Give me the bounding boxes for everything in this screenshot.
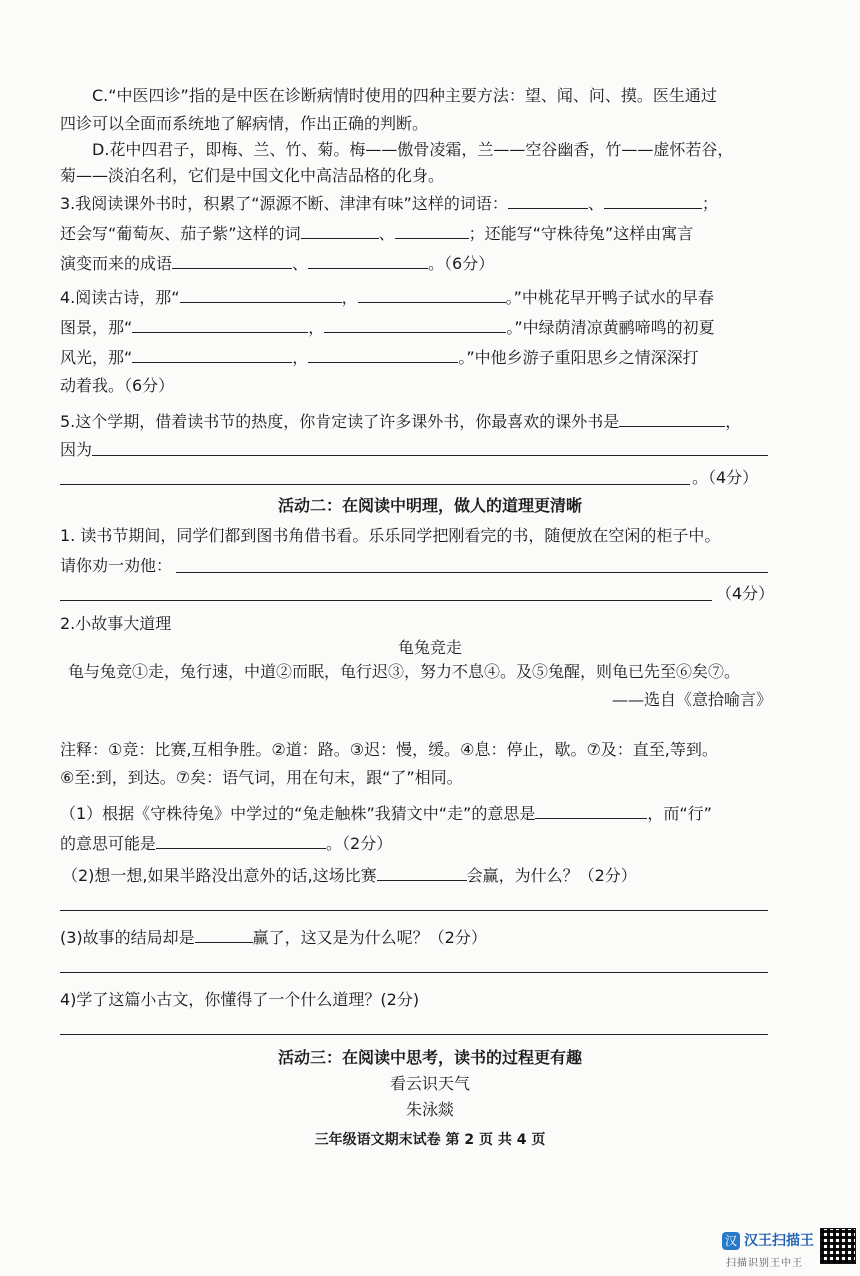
scanner-logo-icon: 汉 [722,1232,740,1250]
question-3-line-2: 还会写“葡萄灰、茄子紫”这样的词 、 ；还能写“守株待兔”这样由寓言 [60,220,693,246]
question-4-line-1: 4.阅读古诗，那“ ， 。”中桃花早开鸭子试水的早春 [60,284,714,310]
sub-question-4: 4)学了这篇小古文，你懂得了一个什么道理？(2分) [60,990,420,1009]
answer-blank[interactable] [535,800,647,819]
story-source: ——选自《意拾喻言》 [612,690,773,709]
answer-blank[interactable] [132,344,292,363]
answer-line[interactable] [60,484,690,485]
question-4-line-3: 风光，那“ ， 。”中他乡游子重阳思乡之情深深打 [60,344,699,370]
answer-blank[interactable] [301,220,379,239]
answer-line[interactable] [92,455,768,456]
sub-question-2: （2)想一想,如果半路没出意外的话,这场比赛 会赢，为什么？（2分） [62,862,637,888]
answer-line[interactable] [176,572,768,573]
option-c-line-1: C.“中医四诊”指的是中医在诊断病情时使用的四种主要方法：望、闻、问、摸。医生通过 [92,86,717,105]
answer-blank[interactable] [180,284,342,303]
question-5-line-2: 因为 [60,440,93,459]
answer-blank[interactable] [132,314,308,333]
answer-blank[interactable] [508,190,588,209]
answer-line[interactable] [60,972,768,973]
scanner-watermark [722,1228,856,1272]
sub-question-1-line-2: 的意思可能是 。（2分） [60,830,392,856]
answer-blank[interactable] [172,250,292,269]
question-5-score: 。（4分） [692,468,759,487]
question-4-line-2: 图景，那“ ， 。”中绿荫清凉黄鹂啼鸣的初夏 [60,314,715,340]
story-text: 龟与兔竞①走，兔行速，中道②而眠，龟行迟③，努力不息④。及⑤兔醒，则龟已先至⑥矣⑦。 [68,662,741,681]
scanner-slogan: 扫描识别王中王 [726,1258,803,1269]
answer-line[interactable] [60,600,712,601]
activity-2-q2: 2.小故事大道理 [60,614,172,633]
answer-blank[interactable] [377,862,467,881]
qr-code-icon [820,1228,856,1264]
answer-blank[interactable] [308,250,428,269]
question-4-line-4: 动着我。（6分） [60,376,175,395]
answer-line[interactable] [60,1034,768,1035]
notes-line-2: ⑥至:到，到达。⑦矣：语气词，用在句末，跟“了”相同。 [60,768,463,787]
activity-2-q1-score: （4分） [716,584,775,603]
answer-blank[interactable] [358,284,506,303]
sub-question-1-line-1: （1）根据《守株待兔》中学过的“兔走触株”我猜文中“走”的意思是 ，而“行” [60,800,712,826]
answer-blank[interactable] [619,408,725,427]
question-5-line-1: 5.这个学期，借着读书节的热度，你肯定读了许多课外书，你最喜欢的课外书是 ， [60,408,741,434]
page-footer: 三年级语文期末试卷 第 2 页 共 4 页 [314,1132,546,1148]
answer-blank[interactable] [395,220,469,239]
option-d-line-2: 菊——淡泊名利，它们是中国文化中高洁品格的化身。 [60,166,445,185]
story-title: 龟兔竞走 [397,638,462,657]
option-c-line-2: 四诊可以全面而系统地了解病情，作出正确的判断。 [60,114,429,133]
answer-blank[interactable] [156,830,326,849]
question-3-line-3: 演变而来的成语 、 。（6分） [60,250,494,276]
scanner-brand: 汉王扫描王 [744,1233,814,1249]
activity-2-q1-line-2: 请你劝一劝他： [60,556,173,575]
poem-author: 朱泳燚 [405,1100,454,1119]
answer-blank[interactable] [604,190,702,209]
option-d-line-1: D.花中四君子，即梅、兰、竹、菊。梅——傲骨凌霜，兰——空谷幽香，竹——虚怀若谷， [92,140,734,159]
activity-2-title: 活动二：在阅读中明理，做人的道理更清晰 [277,496,582,515]
poem-title: 看云识天气 [389,1074,470,1093]
question-3-line-1: 3.我阅读课外书时，积累了“源源不断、津津有味”这样的词语： 、 ； [60,190,718,216]
answer-line[interactable] [60,910,768,911]
answer-blank[interactable] [308,344,458,363]
answer-blank[interactable] [195,924,253,943]
sub-question-3: (3)故事的结局却是 赢了，这又是为什么呢？（2分） [60,924,487,950]
activity-2-q1-line-1: 1. 读书节期间，同学们都到图书角借书看。乐乐同学把刚看完的书，随便放在空闲的柜子中。 [60,526,721,545]
notes-line-1: 注释：①竞：比赛,互相争胜。②道：路。③迟：慢，缓。④息：停止，歇。⑦及：直至,等到。 [60,740,718,759]
activity-3-title: 活动三：在阅读中思考，读书的过程更有趣 [277,1048,582,1067]
answer-blank[interactable] [324,314,506,333]
